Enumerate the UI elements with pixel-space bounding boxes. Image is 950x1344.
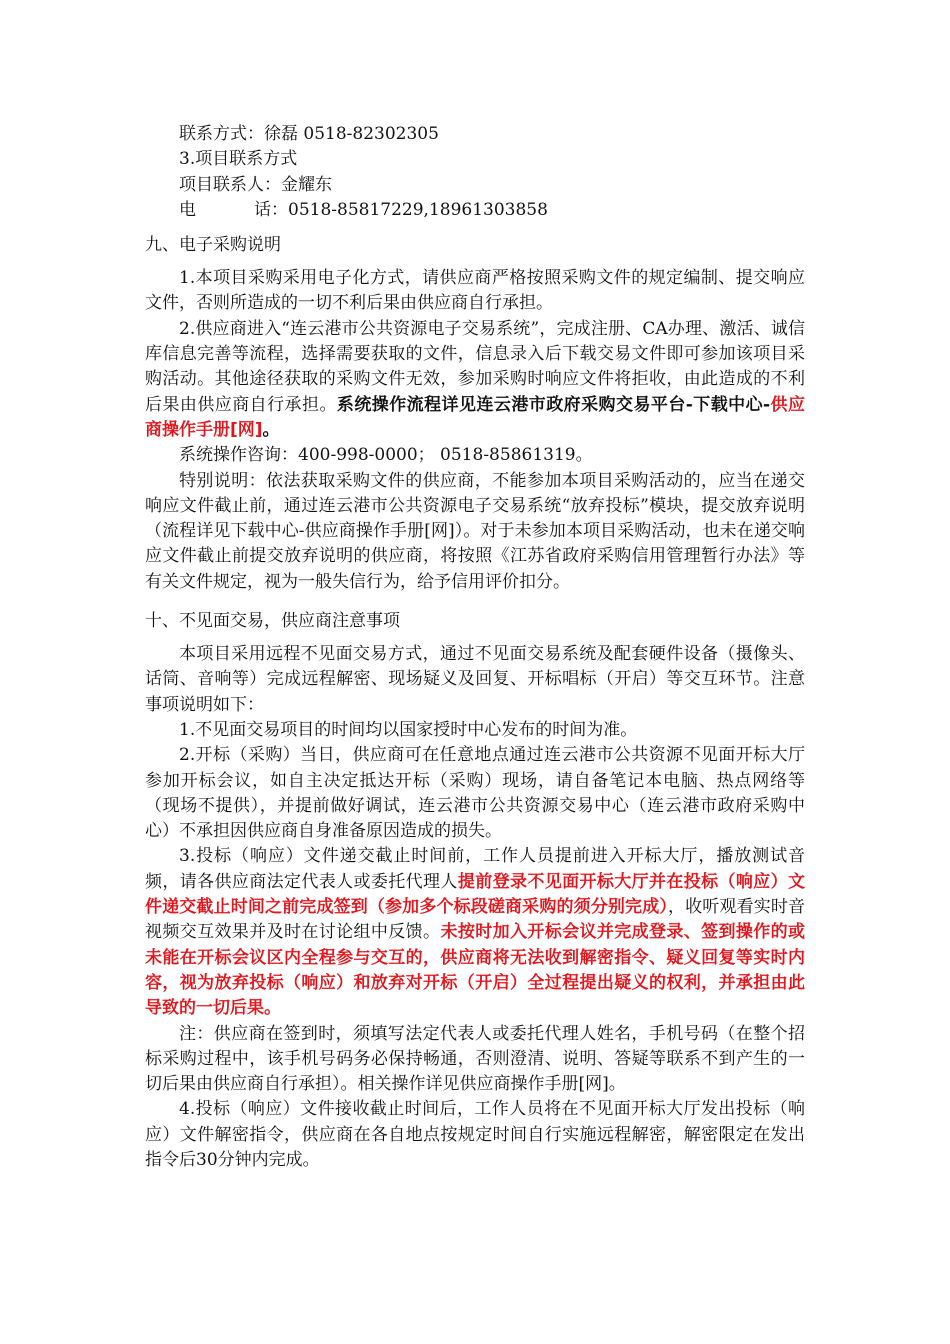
contact-line-2: 3.项目联系方式	[179, 149, 298, 170]
section-9-paragraph-2	[145, 317, 805, 443]
section-10-p4-red-2: 未按时加入开标会议并完成登录、签到操作的或未能在开标会议区内全程参与交互的，供应商将无法收到解密指令、疑义回复等实时内容，视为放弃投标（响应）和放弃对开标（开启）全过程提出疑义的权利，并承担由此导致的一切后果。	[145, 922, 806, 1019]
section-9-paragraph-1: 1.本项目采购采用电子化方式，请供应商严格按照采购文件的规定编制、提交响应文件，否则所造成的一切不利后果由供应商自行承担。	[145, 268, 805, 314]
section-9-paragraph-4: 特别说明：依法获取采购文件的供应商，不能参加本项目采购活动的，应当在递交响应文件截止前，通过连云港市公共资源电子交易系统“放弃投标”模块，提交放弃说明（流程详见下载中心-供应商操作手册[网]）。对于未参加本项目采购活动，也未在递交响应文件截止前提交放弃说明的供应商，将按照《江苏省政府采购信用管理暂行办法》等有关文件规定，视为一般失信行为，给予信用评价扣分。	[145, 470, 805, 592]
section-10-paragraph-3: 2.开标（采购）当日，供应商可在任意地点通过连云港市公共资源不见面开标大厅参加开标会议，如自主决定抵达开标（采购）现场，请自备笔记本电脑、热点网络等（现场不提供），并提前做好调试，连云港市公共资源交易中心（连云港市政府采购中心）不承担因供应商自身准备原因造成的损失。	[145, 745, 805, 842]
section-10-paragraph-5: 注：供应商在签到时，须填写法定代表人或委托代理人姓名，手机号码（在整个招标采购过程中，该手机号码务必保持畅通，否则澄清、说明、答疑等联系不到产生的一切后果由供应商自行承担）。相关操作详见供应商操作手册[网]。	[145, 1023, 805, 1095]
section-10-paragraph-6: 4.投标（响应）文件接收截止时间后，工作人员将在不见面开标大厅发出投标（响应）文件解密指令，供应商在各自地点按规定时间自行实施远程解密，解密限定在发出指令后30分钟内完成。	[145, 1099, 805, 1170]
section-9-p2-bold: 系统操作流程详见连云港市政府采购交易平台-下载中心-	[336, 394, 771, 415]
section-10-p4-a: 3.投标（响应）文件递交截止时间前，工作人员提前进入开标大厅，播放测试音频，请各供应商法定代表人或委托代理人	[145, 846, 805, 892]
document-page	[145, 122, 805, 1173]
section-10-p4-b: ，收听观看实时音视频交互效果并及时在讨论组中反馈。	[145, 897, 806, 943]
section-10-paragraph-1: 本项目采用远程不见面交易方式，通过不见面交易系统及配套硬件设备（摄像头、话筒、音响等）完成远程解密、现场疑义及回复、开标唱标（开启）等交互环节。注意事项说明如下：	[145, 644, 805, 715]
section-9-p2-end: 。	[262, 419, 280, 440]
section-9-p2-text: 2.供应商进入“连云港市公共资源电子交易系统”，完成注册、CA办理、激活、诚信库信息完善等流程，选择需要获取的文件，信息录入后下载交易文件即可参加该项目采购活动。其他途径获取的采购文件无效，参加采购时响应文件将拒收，由此造成的不利后果由供应商自行承担。	[145, 318, 805, 415]
section-10-paragraph-2: 1.不见面交易项目的时间均以国家授时中心发布的时间为准。	[179, 719, 638, 740]
contact-line-3: 项目联系人：金耀东	[179, 174, 332, 195]
phone-label-b: 话：0518-85817229,18961303858	[254, 199, 548, 220]
section-10-p4-red-1: 提前登录不见面开标大厅并在投标（响应）文件递交截止时间之前完成签到（参加多个标段磋商采购的须分别完成）	[145, 871, 806, 918]
section-10-paragraph-4	[145, 844, 805, 1021]
section-9-paragraph-3: 系统操作咨询：400-998-0000； 0518-85861319。	[179, 445, 593, 466]
section-9-title: 九、电子采购说明	[145, 235, 281, 256]
section-10-title: 十、不见面交易，供应商注意事项	[145, 611, 400, 632]
manual-link: 供应商操作手册[网]	[145, 394, 805, 440]
contact-line-1: 联系方式：徐磊 0518-82302305	[179, 124, 439, 144]
contact-line-4	[145, 198, 805, 223]
phone-label-a: 电	[179, 199, 196, 220]
